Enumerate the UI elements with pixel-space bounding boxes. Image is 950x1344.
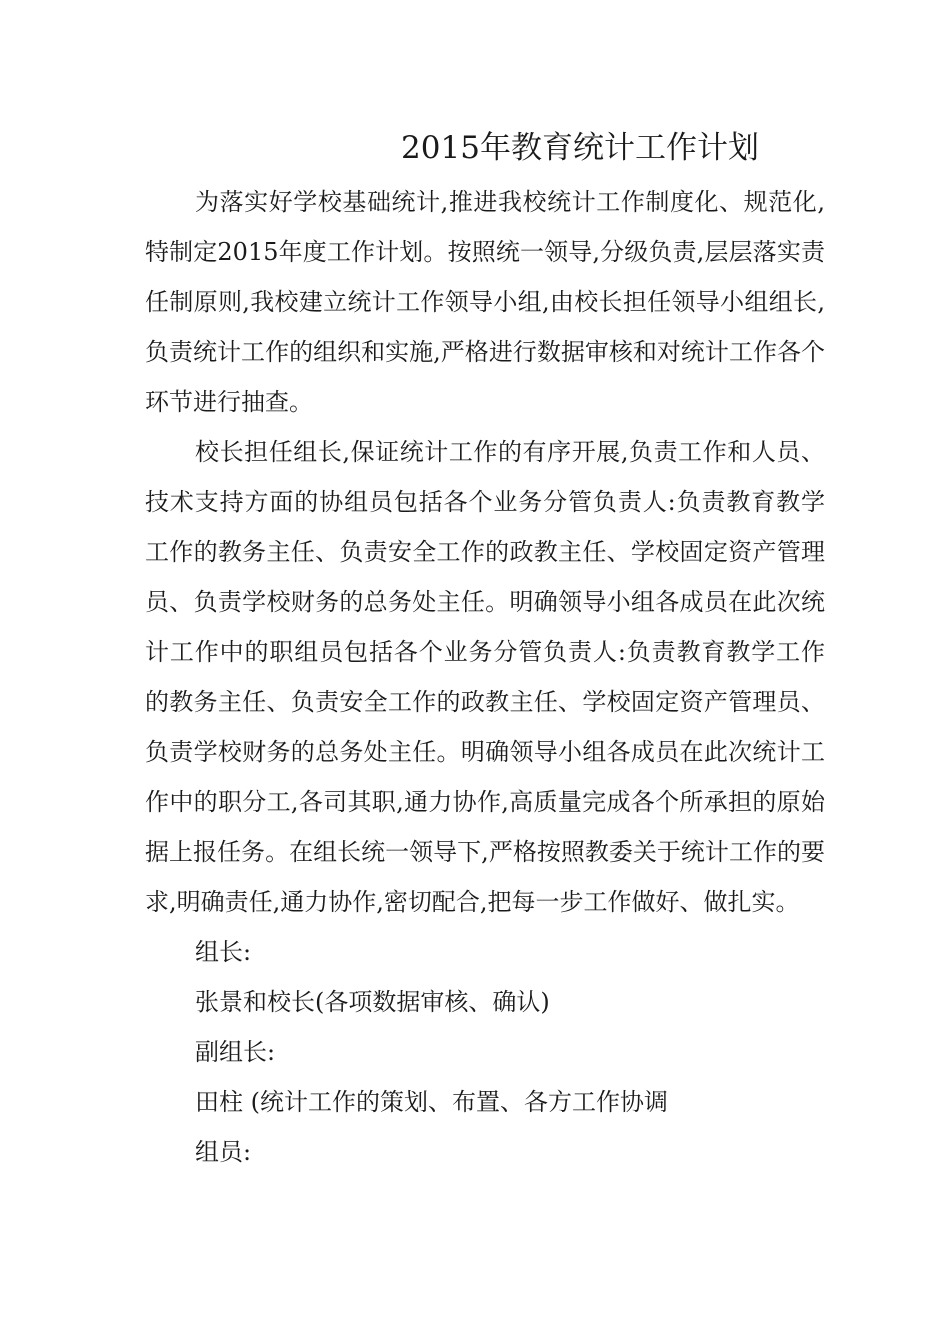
label-leader: 组长: — [195, 938, 252, 966]
document-title: 2015年教育统计工作计划 — [401, 130, 759, 166]
paragraph-organization: 校长担任组长,保证统计工作的有序开展,负责工作和人员、技术支持方面的协组员包括各个业务分管负责人:负责教育教学工作的教务主任、负责安全工作的政教主任、学校固定资产管理员、负责学校财务的总务处主任。明确领导小组各成员在此次统计工作中的职组员包括各个业务分管负责人:负责教育教学工作的教务主任、负责安全工作的政教主任、学校固定资产管理员、负责学校财务的总务处主任。明确领导小组各成员在此次统计工作中的职分工,各司其职,通力协作,高质量完成各个所承担的原始据上报任务。在组长统一领导下,严格按照教委关于统计工作的要求,明确责任,通力协作,密切配合,把每一步工作做好、做扎实。 — [145, 438, 825, 916]
deputy-leader-name: 田柱 (统计工作的策划、布置、各方工作协调 — [195, 1088, 668, 1116]
leader-name: 张景和校长(各项数据审核、确认) — [195, 988, 550, 1016]
document-body — [145, 177, 825, 1177]
paragraph-intro: 为落实好学校基础统计,推进我校统计工作制度化、规范化,特制定2015年度工作计划。按照统一领导,分级负责,层层落实责任制原则,我校建立统计工作领导小组,由校长担任领导小组组长,负责统计工作的组织和实施,严格进行数据审核和对统计工作各个环节进行抽查。 — [145, 188, 825, 416]
label-members: 组员: — [195, 1138, 252, 1166]
label-deputy-leader: 副组长: — [195, 1038, 276, 1066]
